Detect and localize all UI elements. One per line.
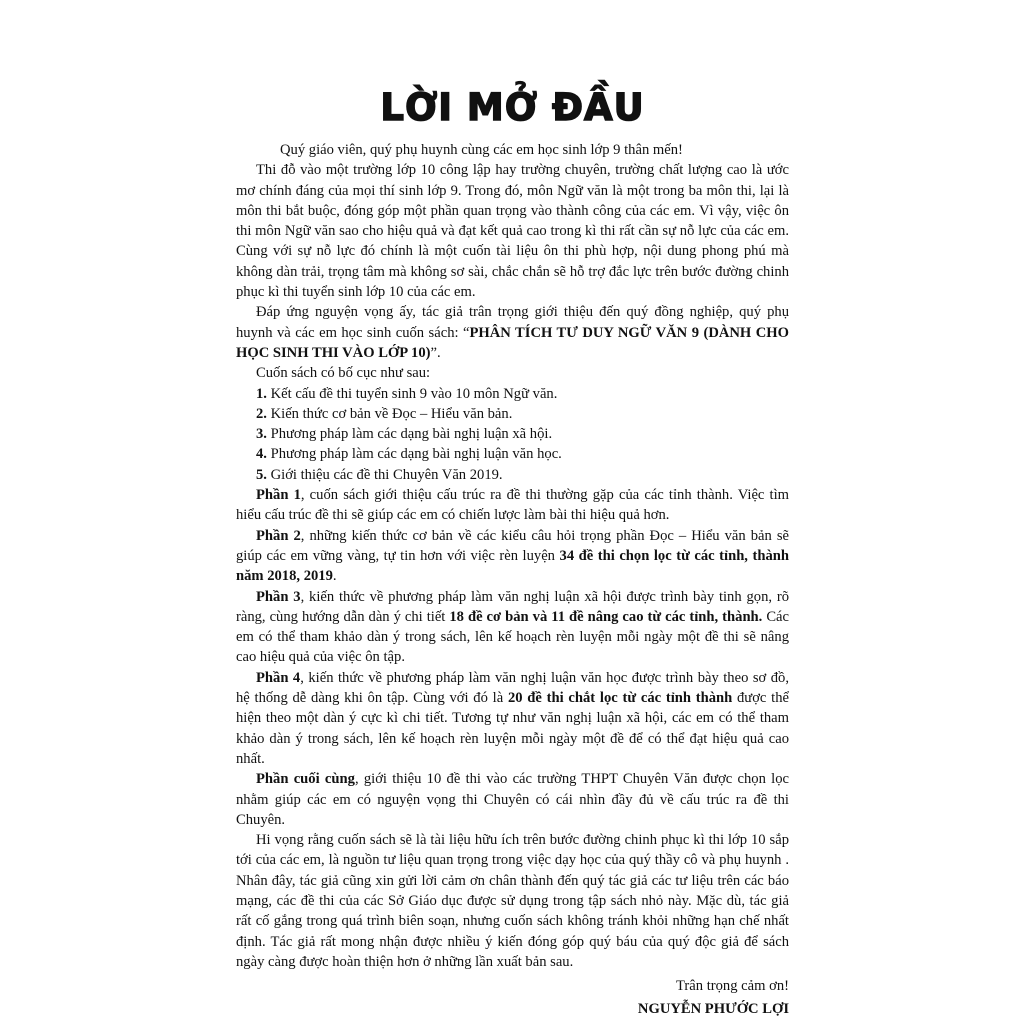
part3-highlight: 18 đề cơ bản và 11 đề nâng cao từ các tỉnh, thành. (449, 608, 763, 625)
document-page (236, 86, 789, 1020)
intro-paragraph: Thi đỗ vào một trường lớp 10 công lập hay trường chuyên, trường chất lượng cao là ước mơ chính đáng của mọi thí sinh lớp 9. Trong đó, môn Ngữ văn là một trong ba môn thi, lại là môn thi bắt buộc, đóng góp một phần quan trọng vào thành công của các em. Vì vậy, việc ôn thi môn Ngữ văn sao cho hiệu quả và đạt kết quả cao trong kì thi rất cần sự nỗ lực của các em. Cùng với sự nỗ lực đó chính là một cuốn tài liệu ôn thi phù hợp, nội dung phong phú mà không dàn trải, trọng tâm mà không sơ sài, chắc chắn sẽ hỗ trợ đắc lực trên bước đường chinh phục kì thi tuyển sinh lớp 10 của các em. (236, 162, 789, 301)
part-label: Phần 1 (256, 487, 301, 504)
greeting: Quý giáo viên, quý phụ huynh cùng các em học sinh lớp 9 thân mến! (280, 142, 683, 158)
contents-list (236, 384, 789, 485)
last-part-paragraph: Phần cuối cùng, giới thiệu 10 đề thi vào các trường THPT Chuyên Văn được chọn lọc nhằm giúp các em có nguyện vọng thi Chuyên có cái nhìn đầy đủ về cấu trúc ra đề thi Chuyên. (236, 771, 789, 828)
part3-paragraph: Phần 3, kiến thức về phương pháp làm văn nghị luận xã hội được trình bày tinh gọn, rõ ràng, cùng hướng dẫn dàn ý chi tiết 18 đề cơ bản và 11 đề nâng cao từ các tỉnh, thành. Các em có thể tham khảo dàn ý trong sách, lên kế hoạch rèn luyện mỗi ngày một đề thi sẽ nâng cao hiệu quả của việc ôn tập. (236, 588, 790, 666)
list-item: 4. Phương pháp làm các dạng bài nghị luận văn học. (256, 446, 562, 463)
book-intro-text: Đáp ứng nguyện vọng ấy, tác giả trân trọng giới thiệu đến quý đồng nghiệp, quý phụ huynh và các em học sinh cuốn sách: “ (236, 304, 789, 341)
part-label: Phần 2 (256, 527, 301, 544)
book-intro-end: ”. (430, 344, 441, 361)
book-title: PHÂN TÍCH TƯ DUY NGỮ VĂN 9 (DÀNH CHO HỌC SINH THI VÀO LỚP 10) (236, 324, 789, 361)
thanks-line: Trân trọng cảm ơn! (676, 978, 789, 995)
part-label: Phần cuối cùng (256, 771, 355, 788)
part2-highlight: 34 đề thi chọn lọc từ các tỉnh, thành năm 2018, 2019 (236, 547, 789, 585)
author-name: NGUYỄN PHƯỚC LỢI (637, 1001, 789, 1018)
book-intro-paragraph (236, 302, 789, 363)
part-label: Phần 4 (256, 669, 301, 686)
list-item: 3. Phương pháp làm các dạng bài nghị luận xã hội. (256, 426, 553, 443)
part2-paragraph: Phần 2, những kiến thức cơ bản về các kiểu câu hỏi trọng phần Đọc – Hiểu văn bản sẽ giúp các em vững vàng, tự tin hơn với việc rèn luyện 34 đề thi chọn lọc từ các tỉnh, thành năm 2018, 2019. (236, 527, 789, 585)
part4-paragraph: Phần 4, kiến thức về phương pháp làm văn nghị luận văn học được trình bày theo sơ đồ, hệ thống dễ dàng khi ôn tập. Cùng với đó là 20 đề thi chắt lọc từ các tỉnh thành được thể hiện theo một dàn ý cực kì chi tiết. Tương tự như văn nghị luận xã hội, các em có thể tham khảo dàn ý trong sách, lên kế hoạch rèn luyện mỗi ngày một đề để có thể đạt hiệu quả cao nhất. (236, 669, 789, 767)
list-item: 5. Giới thiệu các đề thi Chuyên Văn 2019. (256, 466, 503, 483)
list-item: 2. Kiến thức cơ bản về Đọc – Hiểu văn bản. (256, 405, 513, 422)
part1-paragraph: Phần 1, cuốn sách giới thiệu cấu trúc ra đề thi thường gặp của các tỉnh thành. Việc tìm hiểu cấu trúc đề thi sẽ giúp các em có chiến lược làm bài thi hiệu quả hơn. (236, 487, 790, 524)
list-item: 1. Kết cấu đề thi tuyển sinh 9 vào 10 môn Ngữ văn. (256, 385, 558, 402)
closing-paragraph: Hi vọng rằng cuốn sách sẽ là tài liệu hữu ích trên bước đường chinh phục kì thi lớp 10 sắp tới của các em, là nguồn tư liệu quan trọng trong việc dạy học của quý thầy cô và phụ huynh . Nhân đây, tác giả cũng xin gửi lời cảm ơn chân thành đến quý tác giả các tư liệu trên các báo mạng, các đề thi của các Sở Giáo dục được sử dụng trong tập sách nhỏ này. Mặc dù, tác giả rất cố gắng trong quá trình biên soạn, nhưng cuốn sách không tránh khỏi những hạn chế nhất định. Tác giả rất mong nhận được nhiều ý kiến đóng góp quý báu của quý độc giả để sách ngày càng được hoàn thiện hơn ở những lần xuất bản sau. (236, 832, 789, 970)
part4-highlight: 20 đề thi chắt lọc từ các tỉnh thành (507, 690, 733, 707)
layout-intro: Cuốn sách có bố cục như sau: (256, 365, 431, 382)
page-title: LỜI MỞ ĐẦU (380, 86, 645, 129)
part-label: Phần 3 (256, 588, 301, 605)
